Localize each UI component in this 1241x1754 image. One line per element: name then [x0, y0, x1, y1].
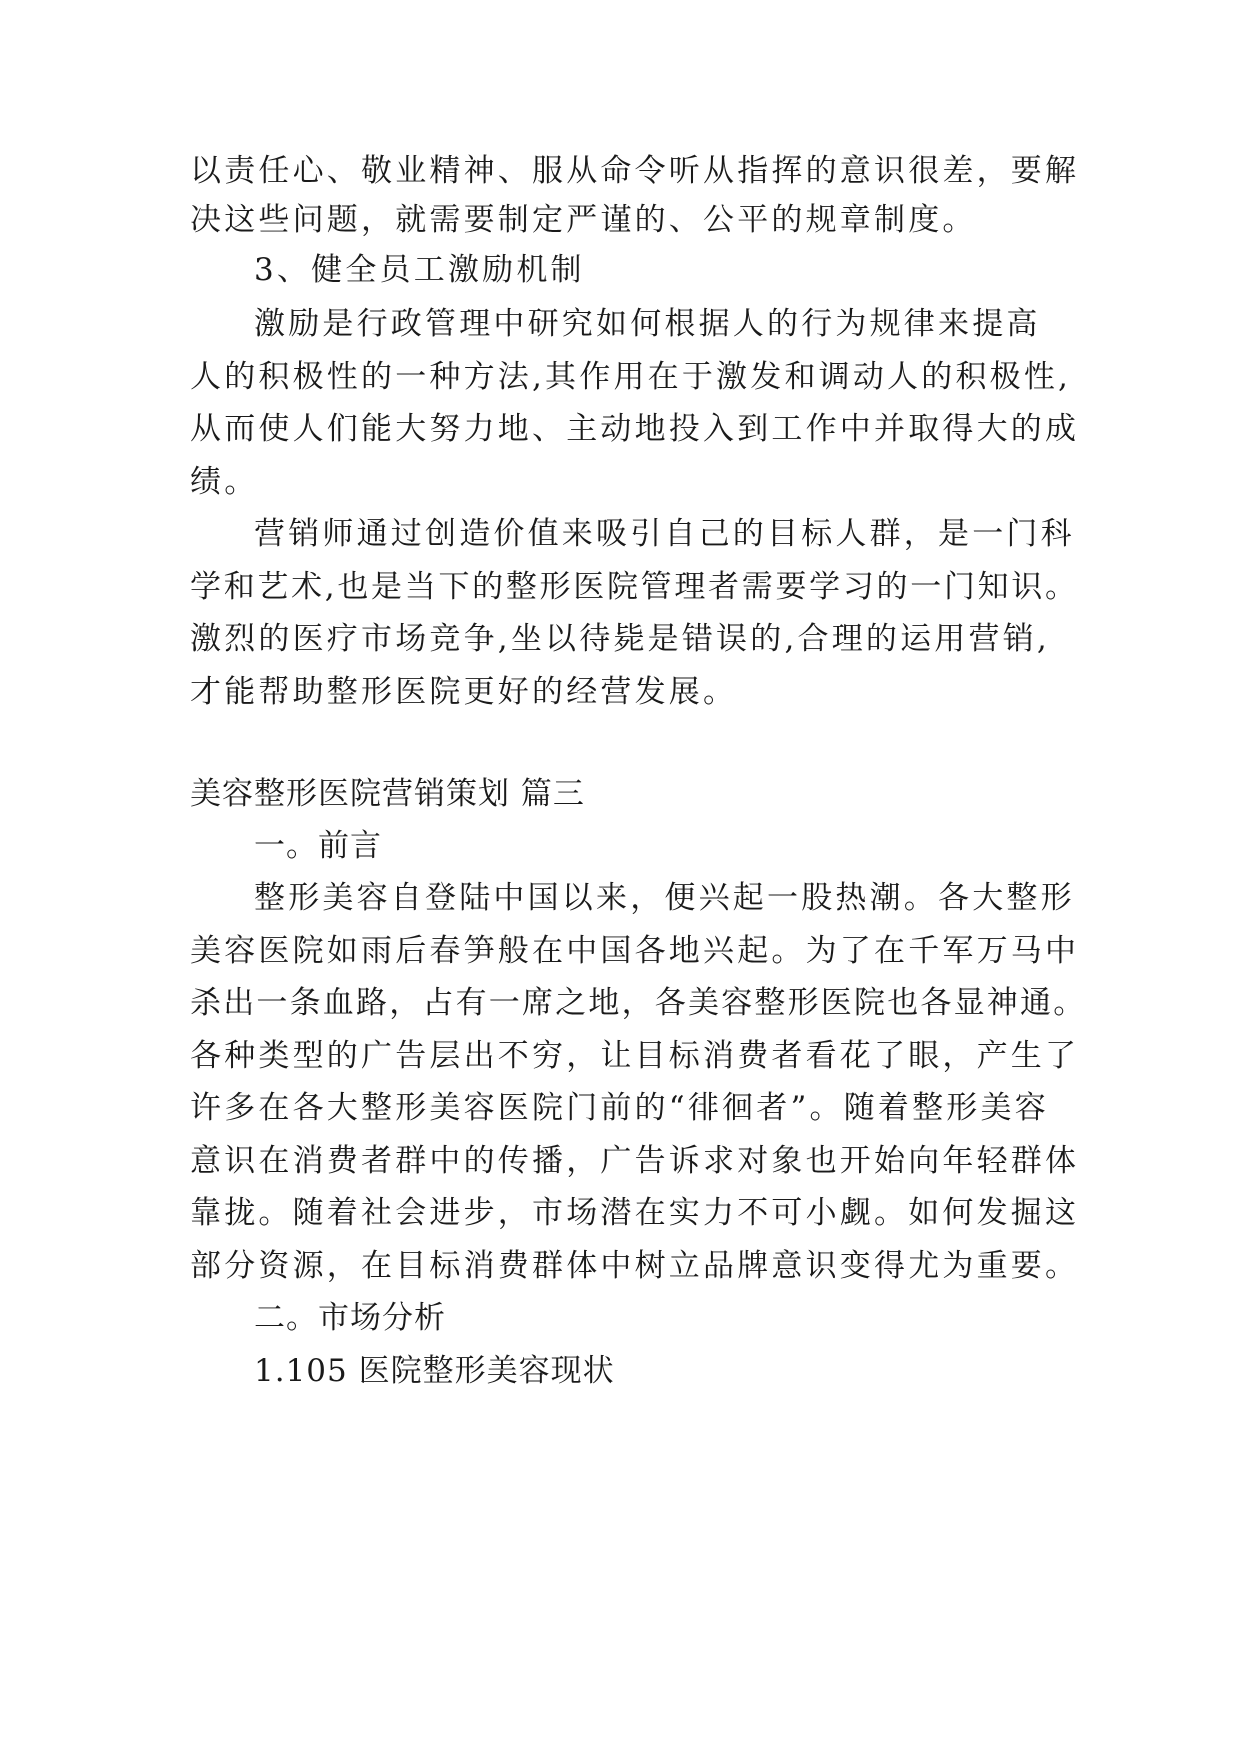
- paragraph-line: 各种类型的广告层出不穷，让目标消费者看花了眼，产生了: [190, 1038, 1080, 1074]
- paragraph-line: 从而使人们能大努力地、主动地投入到工作中并取得大的成: [190, 411, 1080, 447]
- subheading-3: 3、健全员工激励机制: [254, 252, 585, 288]
- paragraph-line: 以责任心、敬业精神、服从命令听从指挥的意识很差，要解: [190, 153, 1080, 189]
- paragraph-line: 意识在消费者群中的传播，广告诉求对象也开始向年轻群体: [190, 1143, 1080, 1179]
- paragraph-line: 整形美容自登陆中国以来，便兴起一股热潮。各大整形: [254, 880, 1075, 916]
- paragraph-line: 靠拢。随着社会进步，市场潜在实力不可小觑。如何发掘这: [190, 1195, 1080, 1231]
- paragraph-line: 杀出一条血路，占有一席之地，各美容整形医院也各显神通。: [190, 985, 1087, 1021]
- paragraph-line: 学和艺术,也是当下的整形医院管理者需要学习的一门知识。: [190, 569, 1079, 605]
- paragraph-line: 部分资源，在目标消费群体中树立品牌意识变得尤为重要。: [190, 1248, 1080, 1284]
- paragraph-line: 营销师通过创造价值来吸引自己的目标人群，是一门科: [254, 516, 1075, 552]
- paragraph-line: 决这些问题，就需要制定严谨的、公平的规章制度。: [190, 202, 977, 238]
- heading-market-analysis: 二。市场分析: [254, 1300, 446, 1336]
- heading-current-status: 1.105 医院整形美容现状: [254, 1353, 615, 1389]
- heading-preface: 一。前言: [254, 828, 382, 864]
- paragraph-line: 绩。: [190, 464, 259, 500]
- paragraph-line: 许多在各大整形美容医院门前的“徘徊者”。随着整形美容: [190, 1090, 1049, 1126]
- paragraph-line: 才能帮助整形医院更好的经营发展。: [190, 674, 738, 710]
- paragraph-line: 美容医院如雨后春笋般在中国各地兴起。为了在千军万马中: [190, 933, 1080, 969]
- paragraph-line: 激烈的医疗市场竞争,坐以待毙是错误的,合理的运用营销,: [190, 621, 1050, 657]
- section-title: 美容整形医院营销策划 篇三: [190, 776, 585, 812]
- paragraph-line: 激励是行政管理中研究如何根据人的行为规律来提高: [254, 306, 1041, 342]
- paragraph-line: 人的积极性的一种方法,其作用在于激发和调动人的积极性,: [190, 359, 1072, 395]
